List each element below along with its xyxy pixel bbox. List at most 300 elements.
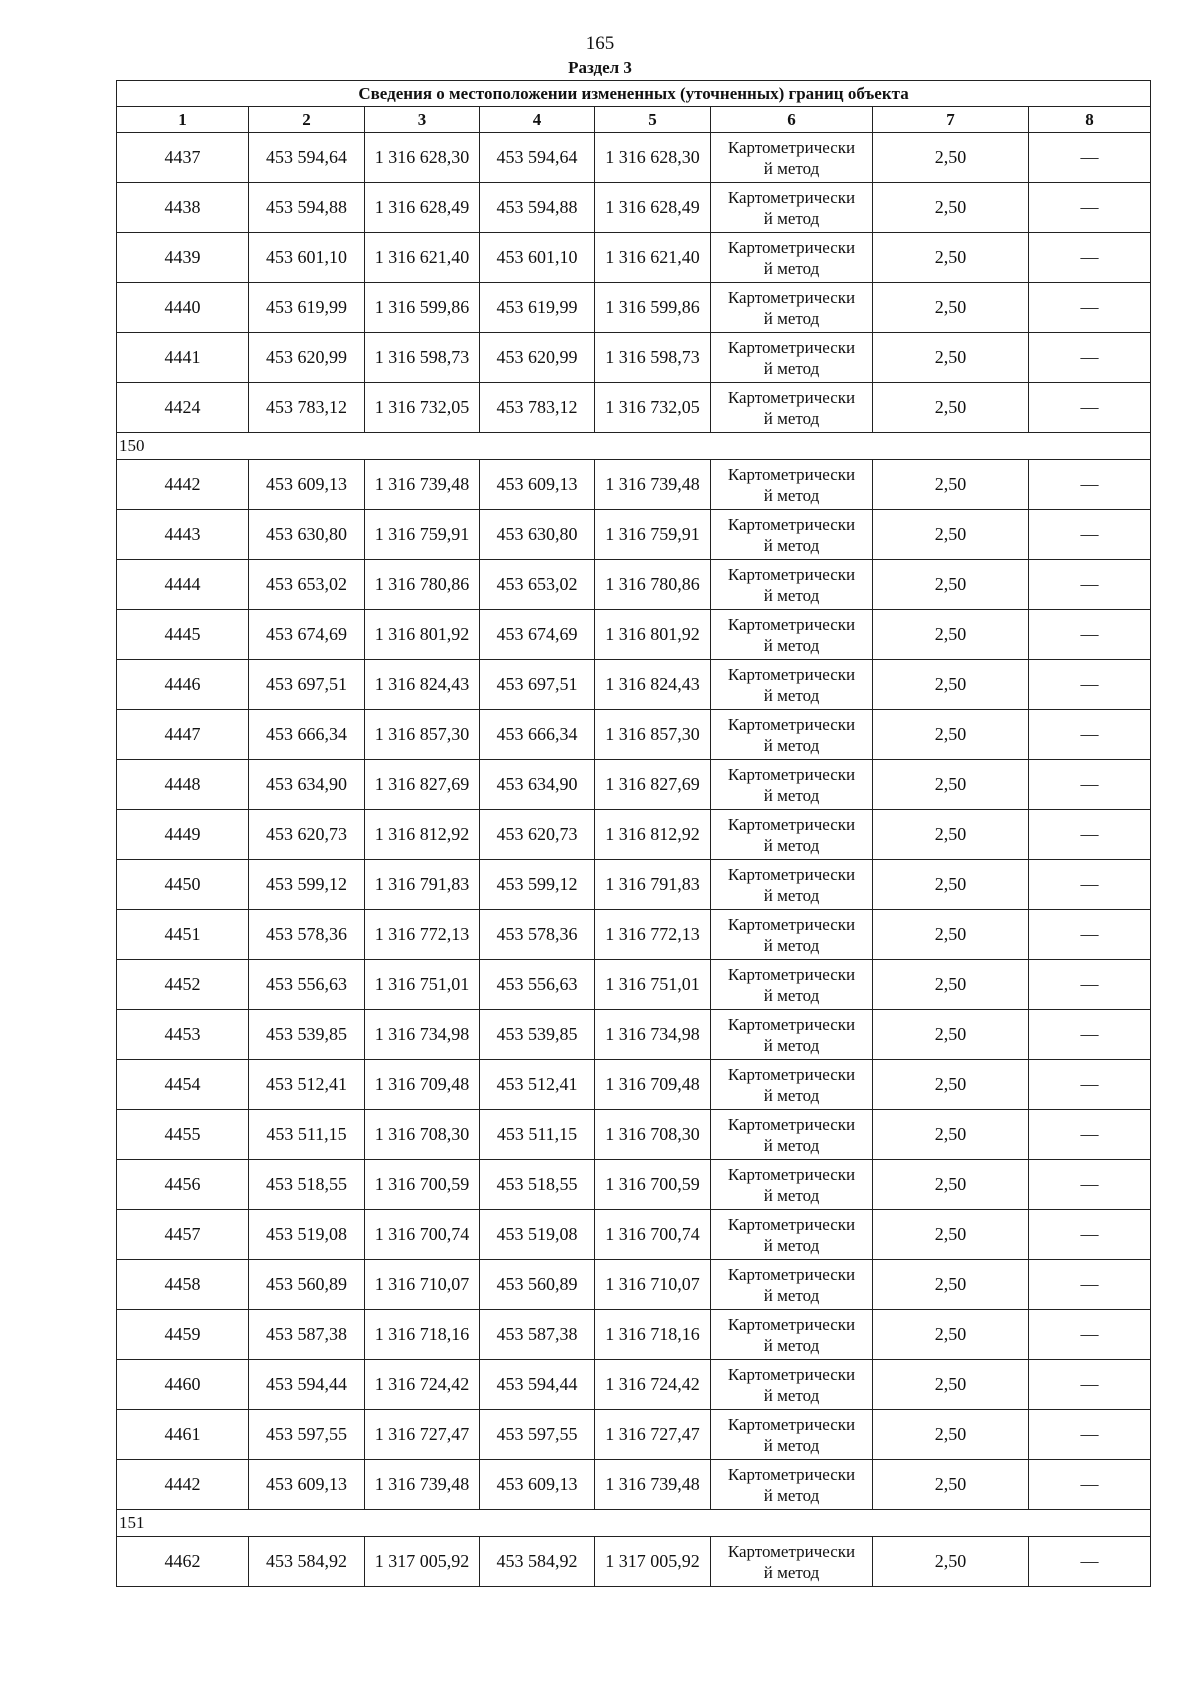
method-text-line: Картометрически [727, 387, 856, 407]
section-title: Раздел 3 [568, 58, 632, 77]
point-number-cell: 4455 [117, 1110, 249, 1160]
description-cell: — [1029, 183, 1151, 233]
accuracy-cell: 2,50 [873, 183, 1029, 233]
point-number-cell: 4453 [117, 1010, 249, 1060]
accuracy-cell: 2,50 [873, 133, 1029, 183]
method-text-line: й метод [763, 1335, 820, 1355]
y-new-cell: 1 316 751,01 [595, 960, 711, 1010]
column-header: 1 [117, 107, 249, 133]
method-text-line: Картометрически [727, 964, 856, 984]
method-cell [711, 760, 873, 810]
x-new-cell: 453 560,89 [480, 1260, 595, 1310]
description-cell: — [1029, 760, 1151, 810]
method-cell [711, 910, 873, 960]
x-existing-cell: 453 634,90 [249, 760, 365, 810]
table-row [117, 810, 1151, 860]
y-existing-cell: 1 316 700,59 [365, 1160, 480, 1210]
method-text-line: й метод [763, 158, 820, 178]
accuracy-cell: 2,50 [873, 1360, 1029, 1410]
table-row [117, 1360, 1151, 1410]
x-new-cell: 453 539,85 [480, 1010, 595, 1060]
method-cell [711, 960, 873, 1010]
accuracy-cell: 2,50 [873, 860, 1029, 910]
y-existing-cell: 1 316 734,98 [365, 1010, 480, 1060]
method-text-line: й метод [763, 1435, 820, 1455]
method-text-line: й метод [763, 308, 820, 328]
y-new-cell: 1 316 628,49 [595, 183, 711, 233]
x-existing-cell: 453 519,08 [249, 1210, 365, 1260]
y-existing-cell: 1 316 780,86 [365, 560, 480, 610]
table-row [117, 910, 1151, 960]
x-new-cell: 453 594,64 [480, 133, 595, 183]
accuracy-cell: 2,50 [873, 810, 1029, 860]
description-cell: — [1029, 660, 1151, 710]
point-number-cell: 4437 [117, 133, 249, 183]
x-new-cell: 453 601,10 [480, 233, 595, 283]
y-existing-cell: 1 316 827,69 [365, 760, 480, 810]
x-new-cell: 453 619,99 [480, 283, 595, 333]
method-cell [711, 1310, 873, 1360]
point-number-cell: 4460 [117, 1360, 249, 1410]
description-cell: — [1029, 1110, 1151, 1160]
method-cell [711, 860, 873, 910]
description-cell: — [1029, 860, 1151, 910]
method-text-line: Картометрически [727, 1214, 856, 1234]
column-header: 7 [873, 107, 1029, 133]
method-text-line: й метод [763, 985, 820, 1005]
method-text-line: й метод [763, 1385, 820, 1405]
point-number-cell: 4446 [117, 660, 249, 710]
point-number-cell: 4440 [117, 283, 249, 333]
point-number-cell: 4454 [117, 1060, 249, 1110]
x-new-cell: 453 512,41 [480, 1060, 595, 1110]
method-text-line: й метод [763, 1185, 820, 1205]
x-existing-cell: 453 597,55 [249, 1410, 365, 1460]
method-cell [711, 1460, 873, 1510]
method-text-line: Картометрически [727, 714, 856, 734]
method-cell [711, 1410, 873, 1460]
description-cell: — [1029, 1210, 1151, 1260]
x-existing-cell: 453 539,85 [249, 1010, 365, 1060]
table-row [117, 233, 1151, 283]
y-existing-cell: 1 316 621,40 [365, 233, 480, 283]
method-cell [711, 1110, 873, 1160]
x-existing-cell: 453 594,44 [249, 1360, 365, 1410]
group-label: 150 [117, 433, 1151, 460]
method-text-line: й метод [763, 1085, 820, 1105]
point-number-cell: 4443 [117, 510, 249, 560]
point-number-cell: 4457 [117, 1210, 249, 1260]
y-existing-cell: 1 316 812,92 [365, 810, 480, 860]
description-cell: — [1029, 1260, 1151, 1310]
description-cell: — [1029, 910, 1151, 960]
y-new-cell: 1 316 824,43 [595, 660, 711, 710]
table-row [117, 610, 1151, 660]
method-cell [711, 383, 873, 433]
method-text-line: Картометрически [727, 337, 856, 357]
method-cell [711, 560, 873, 610]
y-existing-cell: 1 316 791,83 [365, 860, 480, 910]
method-text-line: й метод [763, 935, 820, 955]
y-new-cell: 1 316 724,42 [595, 1360, 711, 1410]
x-new-cell: 453 587,38 [480, 1310, 595, 1360]
method-text-line: Картометрически [727, 564, 856, 584]
description-cell: — [1029, 1010, 1151, 1060]
accuracy-cell: 2,50 [873, 660, 1029, 710]
y-existing-cell: 1 316 732,05 [365, 383, 480, 433]
accuracy-cell: 2,50 [873, 610, 1029, 660]
y-existing-cell: 1 316 739,48 [365, 460, 480, 510]
method-text-line: Картометрически [727, 614, 856, 634]
method-text-line: й метод [763, 685, 820, 705]
method-cell [711, 1010, 873, 1060]
y-existing-cell: 1 316 772,13 [365, 910, 480, 960]
x-new-cell: 453 634,90 [480, 760, 595, 810]
boundary-coordinates-table [116, 80, 1151, 1587]
method-text-line: Картометрически [727, 1414, 856, 1434]
method-cell [711, 810, 873, 860]
y-new-cell: 1 316 812,92 [595, 810, 711, 860]
y-new-cell: 1 316 739,48 [595, 460, 711, 510]
table-caption: Сведения о местоположении измененных (уточненных) границ объекта [117, 81, 1151, 107]
point-number-cell: 4456 [117, 1160, 249, 1210]
y-new-cell: 1 316 732,05 [595, 383, 711, 433]
accuracy-cell: 2,50 [873, 510, 1029, 560]
method-text-line: Картометрически [727, 1014, 856, 1034]
point-number-cell: 4438 [117, 183, 249, 233]
y-existing-cell: 1 316 598,73 [365, 333, 480, 383]
point-number-cell: 4462 [117, 1537, 249, 1587]
description-cell: — [1029, 1410, 1151, 1460]
method-text-line: й метод [763, 1562, 820, 1582]
method-text-line: Картометрически [727, 1541, 856, 1561]
x-existing-cell: 453 620,73 [249, 810, 365, 860]
accuracy-cell: 2,50 [873, 1010, 1029, 1060]
description-cell: — [1029, 1460, 1151, 1510]
method-cell [711, 460, 873, 510]
method-text-line: й метод [763, 358, 820, 378]
method-text-line: й метод [763, 1485, 820, 1505]
x-new-cell: 453 630,80 [480, 510, 595, 560]
accuracy-cell: 2,50 [873, 383, 1029, 433]
y-new-cell: 1 316 791,83 [595, 860, 711, 910]
method-text-line: й метод [763, 835, 820, 855]
table-row [117, 510, 1151, 560]
y-new-cell: 1 316 734,98 [595, 1010, 711, 1060]
column-header: 6 [711, 107, 873, 133]
point-number-cell: 4450 [117, 860, 249, 910]
method-cell [711, 1210, 873, 1260]
point-number-cell: 4439 [117, 233, 249, 283]
table-row [117, 960, 1151, 1010]
description-cell: — [1029, 1537, 1151, 1587]
table-row [117, 1310, 1151, 1360]
y-new-cell: 1 316 700,59 [595, 1160, 711, 1210]
description-cell: — [1029, 560, 1151, 610]
column-header: 5 [595, 107, 711, 133]
method-text-line: Картометрически [727, 287, 856, 307]
description-cell: — [1029, 810, 1151, 860]
accuracy-cell: 2,50 [873, 760, 1029, 810]
x-new-cell: 453 609,13 [480, 1460, 595, 1510]
page-number: 165 [585, 33, 615, 54]
x-existing-cell: 453 609,13 [249, 1460, 365, 1510]
method-text-line: й метод [763, 1235, 820, 1255]
accuracy-cell: 2,50 [873, 283, 1029, 333]
x-existing-cell: 453 556,63 [249, 960, 365, 1010]
column-number-row [117, 107, 1151, 133]
method-text-line: Картометрически [727, 1064, 856, 1084]
x-existing-cell: 453 587,38 [249, 1310, 365, 1360]
accuracy-cell: 2,50 [873, 333, 1029, 383]
table-row [117, 1160, 1151, 1210]
description-cell: — [1029, 1310, 1151, 1360]
method-text-line: Картометрически [727, 914, 856, 934]
x-new-cell: 453 609,13 [480, 460, 595, 510]
method-text-line: Картометрически [727, 237, 856, 257]
point-number-cell: 4445 [117, 610, 249, 660]
accuracy-cell: 2,50 [873, 233, 1029, 283]
x-new-cell: 453 783,12 [480, 383, 595, 433]
method-text-line: Картометрически [727, 464, 856, 484]
method-text-line: й метод [763, 635, 820, 655]
point-number-cell: 4459 [117, 1310, 249, 1360]
accuracy-cell: 2,50 [873, 1160, 1029, 1210]
method-cell [711, 333, 873, 383]
y-existing-cell: 1 317 005,92 [365, 1537, 480, 1587]
table-row [117, 1537, 1151, 1587]
method-text-line: й метод [763, 735, 820, 755]
method-cell [711, 1160, 873, 1210]
accuracy-cell: 2,50 [873, 1260, 1029, 1310]
description-cell: — [1029, 960, 1151, 1010]
method-cell [711, 283, 873, 333]
y-existing-cell: 1 316 824,43 [365, 660, 480, 710]
accuracy-cell: 2,50 [873, 560, 1029, 610]
y-existing-cell: 1 316 724,42 [365, 1360, 480, 1410]
method-text-line: Картометрически [727, 1164, 856, 1184]
point-number-cell: 4458 [117, 1260, 249, 1310]
y-existing-cell: 1 316 751,01 [365, 960, 480, 1010]
x-new-cell: 453 518,55 [480, 1160, 595, 1210]
x-new-cell: 453 511,15 [480, 1110, 595, 1160]
method-cell [711, 510, 873, 560]
table-row [117, 560, 1151, 610]
y-new-cell: 1 316 772,13 [595, 910, 711, 960]
table-row [117, 710, 1151, 760]
accuracy-cell: 2,50 [873, 1410, 1029, 1460]
method-text-line: Картометрически [727, 664, 856, 684]
y-existing-cell: 1 316 718,16 [365, 1310, 480, 1360]
table-row [117, 760, 1151, 810]
y-new-cell: 1 316 621,40 [595, 233, 711, 283]
x-new-cell: 453 697,51 [480, 660, 595, 710]
x-new-cell: 453 594,88 [480, 183, 595, 233]
y-new-cell: 1 316 599,86 [595, 283, 711, 333]
y-new-cell: 1 316 718,16 [595, 1310, 711, 1360]
y-existing-cell: 1 316 709,48 [365, 1060, 480, 1110]
x-existing-cell: 453 674,69 [249, 610, 365, 660]
method-text-line: Картометрически [727, 764, 856, 784]
method-cell [711, 710, 873, 760]
x-new-cell: 453 653,02 [480, 560, 595, 610]
accuracy-cell: 2,50 [873, 1310, 1029, 1360]
method-cell [711, 1360, 873, 1410]
point-number-cell: 4448 [117, 760, 249, 810]
description-cell: — [1029, 383, 1151, 433]
method-text-line: й метод [763, 208, 820, 228]
x-existing-cell: 453 666,34 [249, 710, 365, 760]
accuracy-cell: 2,50 [873, 710, 1029, 760]
point-number-cell: 4461 [117, 1410, 249, 1460]
x-existing-cell: 453 653,02 [249, 560, 365, 610]
method-text-line: Картометрически [727, 814, 856, 834]
y-new-cell: 1 316 759,91 [595, 510, 711, 560]
x-existing-cell: 453 578,36 [249, 910, 365, 960]
y-existing-cell: 1 316 727,47 [365, 1410, 480, 1460]
y-existing-cell: 1 316 739,48 [365, 1460, 480, 1510]
y-existing-cell: 1 316 708,30 [365, 1110, 480, 1160]
y-existing-cell: 1 316 801,92 [365, 610, 480, 660]
method-text-line: й метод [763, 408, 820, 428]
table-row [117, 860, 1151, 910]
method-cell [711, 660, 873, 710]
y-new-cell: 1 316 727,47 [595, 1410, 711, 1460]
table-row [117, 333, 1151, 383]
y-new-cell: 1 316 628,30 [595, 133, 711, 183]
method-text-line: Картометрически [727, 864, 856, 884]
point-number-cell: 4447 [117, 710, 249, 760]
table-row [117, 1110, 1151, 1160]
group-row [117, 433, 1151, 460]
y-existing-cell: 1 316 710,07 [365, 1260, 480, 1310]
y-existing-cell: 1 316 857,30 [365, 710, 480, 760]
accuracy-cell: 2,50 [873, 1060, 1029, 1110]
group-row [117, 1510, 1151, 1537]
x-existing-cell: 453 511,15 [249, 1110, 365, 1160]
description-cell: — [1029, 460, 1151, 510]
point-number-cell: 4452 [117, 960, 249, 1010]
description-cell: — [1029, 333, 1151, 383]
table-body [117, 133, 1151, 1587]
x-new-cell: 453 599,12 [480, 860, 595, 910]
description-cell: — [1029, 510, 1151, 560]
x-existing-cell: 453 512,41 [249, 1060, 365, 1110]
method-text-line: Картометрически [727, 1464, 856, 1484]
x-new-cell: 453 519,08 [480, 1210, 595, 1260]
x-existing-cell: 453 619,99 [249, 283, 365, 333]
y-existing-cell: 1 316 599,86 [365, 283, 480, 333]
table-row [117, 1060, 1151, 1110]
method-text-line: Картометрически [727, 187, 856, 207]
description-cell: — [1029, 1060, 1151, 1110]
x-new-cell: 453 597,55 [480, 1410, 595, 1460]
table-row [117, 133, 1151, 183]
method-cell [711, 1060, 873, 1110]
description-cell: — [1029, 1360, 1151, 1410]
accuracy-cell: 2,50 [873, 1537, 1029, 1587]
description-cell: — [1029, 610, 1151, 660]
y-new-cell: 1 316 708,30 [595, 1110, 711, 1160]
x-existing-cell: 453 630,80 [249, 510, 365, 560]
y-new-cell: 1 316 598,73 [595, 333, 711, 383]
x-existing-cell: 453 620,99 [249, 333, 365, 383]
accuracy-cell: 2,50 [873, 1210, 1029, 1260]
point-number-cell: 4442 [117, 1460, 249, 1510]
x-new-cell: 453 594,44 [480, 1360, 595, 1410]
x-existing-cell: 453 560,89 [249, 1260, 365, 1310]
method-text-line: й метод [763, 585, 820, 605]
point-number-cell: 4444 [117, 560, 249, 610]
method-cell [711, 233, 873, 283]
x-new-cell: 453 620,73 [480, 810, 595, 860]
column-header: 3 [365, 107, 480, 133]
accuracy-cell: 2,50 [873, 1460, 1029, 1510]
x-existing-cell: 453 518,55 [249, 1160, 365, 1210]
x-existing-cell: 453 584,92 [249, 1537, 365, 1587]
x-existing-cell: 453 601,10 [249, 233, 365, 283]
method-text-line: й метод [763, 1285, 820, 1305]
method-cell [711, 610, 873, 660]
y-existing-cell: 1 316 628,49 [365, 183, 480, 233]
method-text-line: Картометрически [727, 1114, 856, 1134]
point-number-cell: 4442 [117, 460, 249, 510]
accuracy-cell: 2,50 [873, 1110, 1029, 1160]
x-existing-cell: 453 783,12 [249, 383, 365, 433]
y-existing-cell: 1 316 628,30 [365, 133, 480, 183]
y-new-cell: 1 317 005,92 [595, 1537, 711, 1587]
table-row [117, 283, 1151, 333]
method-text-line: Картометрически [727, 1314, 856, 1334]
method-text-line: й метод [763, 885, 820, 905]
point-number-cell: 4449 [117, 810, 249, 860]
table-row [117, 1260, 1151, 1310]
description-cell: — [1029, 233, 1151, 283]
x-existing-cell: 453 609,13 [249, 460, 365, 510]
group-label: 151 [117, 1510, 1151, 1537]
method-text-line: й метод [763, 785, 820, 805]
table-row [117, 460, 1151, 510]
point-number-cell: 4424 [117, 383, 249, 433]
method-text-line: й метод [763, 1135, 820, 1155]
point-number-cell: 4441 [117, 333, 249, 383]
method-text-line: й метод [763, 485, 820, 505]
x-new-cell: 453 556,63 [480, 960, 595, 1010]
y-new-cell: 1 316 710,07 [595, 1260, 711, 1310]
accuracy-cell: 2,50 [873, 910, 1029, 960]
accuracy-cell: 2,50 [873, 960, 1029, 1010]
table-row [117, 1210, 1151, 1260]
method-text-line: Картометрически [727, 1364, 856, 1384]
column-header: 4 [480, 107, 595, 133]
method-cell [711, 1260, 873, 1310]
y-new-cell: 1 316 739,48 [595, 1460, 711, 1510]
table-row [117, 1460, 1151, 1510]
y-new-cell: 1 316 801,92 [595, 610, 711, 660]
x-existing-cell: 453 594,64 [249, 133, 365, 183]
table-row [117, 1410, 1151, 1460]
description-cell: — [1029, 283, 1151, 333]
table-row [117, 1010, 1151, 1060]
method-cell [711, 1537, 873, 1587]
column-header: 8 [1029, 107, 1151, 133]
method-text-line: Картометрически [727, 1264, 856, 1284]
y-existing-cell: 1 316 759,91 [365, 510, 480, 560]
description-cell: — [1029, 710, 1151, 760]
description-cell: — [1029, 1160, 1151, 1210]
description-cell: — [1029, 133, 1151, 183]
x-new-cell: 453 674,69 [480, 610, 595, 660]
